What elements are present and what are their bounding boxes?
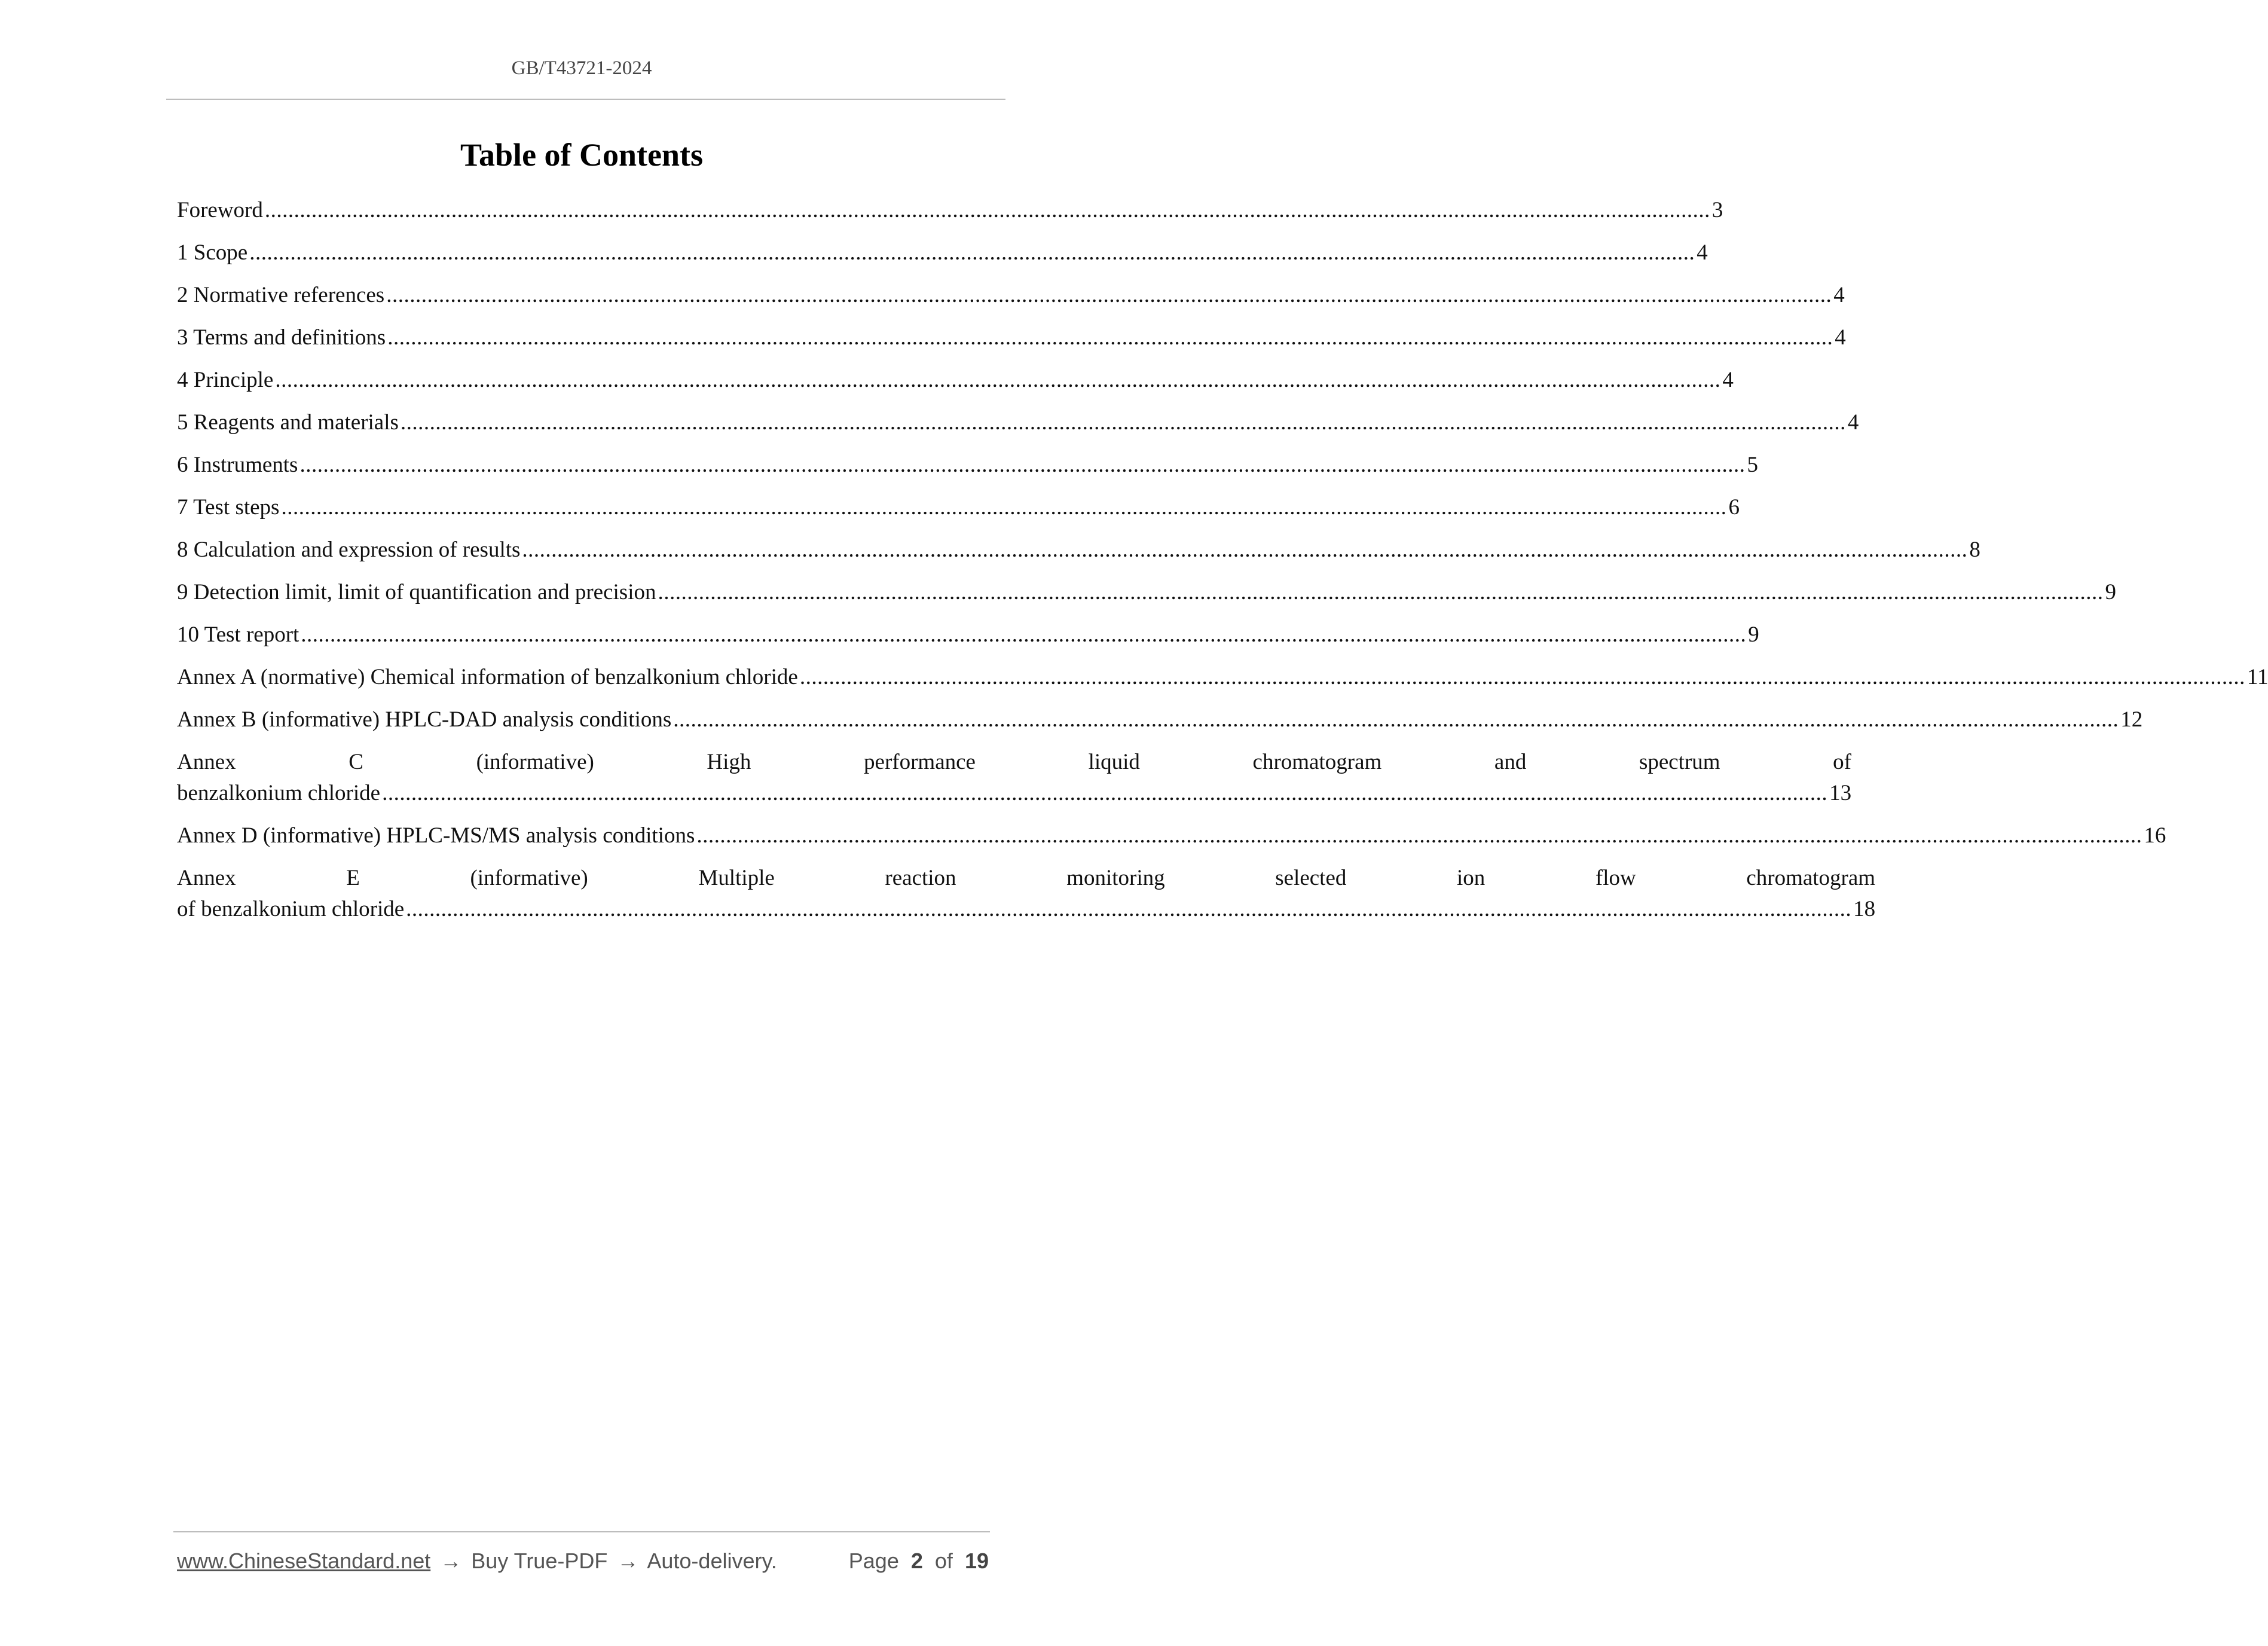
label-word: selected [1275, 866, 1347, 890]
dot-leader [406, 894, 1851, 925]
label-word: spectrum [1639, 750, 1720, 774]
toc-entry-label: Annex D (informative) HPLC-MS/MS analysis conditions [177, 823, 695, 848]
toc-entry-label: 6 Instruments [177, 453, 298, 477]
document-code-header: GB/T43721-2024 [511, 57, 652, 79]
label-word: High [707, 750, 751, 774]
toc-page-number: 4 [1697, 240, 1708, 265]
dot-leader [249, 237, 1695, 268]
label-word: and [1494, 750, 1527, 774]
dot-leader [386, 280, 1832, 311]
toc-entry-label: 10 Test report [177, 622, 299, 647]
buy-true-pdf-text: Buy True-PDF [471, 1549, 608, 1573]
toc-page-number: 16 [2144, 823, 2166, 848]
label-word: E [346, 866, 360, 890]
dot-leader [673, 704, 2119, 735]
label-word: chromatogram [1746, 866, 1876, 890]
website-link[interactable]: www.ChineseStandard.net [177, 1549, 431, 1573]
of-label: of [934, 1549, 953, 1573]
toc-page-number: 4 [1835, 325, 1846, 350]
auto-delivery-text: Auto-delivery. [647, 1549, 777, 1573]
toc-entry-label-line1 [177, 747, 1851, 778]
label-word: (informative) [476, 750, 594, 774]
toc-entry-label: Annex B (informative) HPLC-DAD analysis conditions [177, 707, 672, 732]
label-word: Annex [177, 750, 236, 774]
toc-page-number: 4 [1722, 368, 1734, 392]
toc-entry-label-line1 [177, 863, 1875, 894]
toc-entry-instruments[interactable] [177, 450, 1758, 492]
arrow-right-icon: → [440, 1549, 462, 1573]
footer-divider [173, 1531, 990, 1532]
label-word: ion [1457, 866, 1485, 890]
label-word: Annex [177, 866, 236, 890]
label-word: Multiple [698, 866, 775, 890]
toc-entry-test-report[interactable] [177, 619, 1759, 662]
dot-leader [265, 195, 1710, 226]
toc-entry-principle[interactable] [177, 365, 1734, 407]
toc-entry-annex-e[interactable] [177, 863, 1876, 936]
label-word: of [1833, 750, 1851, 774]
toc-entry-label-line2: of benzalkonium chloride [177, 897, 405, 921]
dot-leader [382, 778, 1827, 809]
toc-entry-annex-d[interactable] [177, 820, 2166, 863]
dot-leader [401, 407, 1846, 438]
toc-entry-normative-references[interactable] [177, 280, 1845, 322]
toc-page-number: 4 [1833, 283, 1845, 307]
dot-leader [387, 322, 1833, 353]
toc-entry-test-steps[interactable] [177, 492, 1740, 535]
toc-entry-label: 4 Principle [177, 368, 274, 392]
toc-page-number: 5 [1747, 453, 1758, 477]
dot-leader [301, 619, 1746, 651]
dot-leader [800, 662, 2245, 693]
toc-entry-annex-c[interactable] [177, 747, 1852, 820]
toc-page-number: 11 [2246, 665, 2268, 689]
toc-page-number: 12 [2120, 707, 2143, 732]
toc-page-number: 4 [1847, 410, 1859, 435]
footer-promo [177, 1549, 777, 1574]
dot-leader [658, 577, 2103, 608]
toc-entry-annex-a[interactable] [177, 662, 2268, 704]
label-word: chromatogram [1252, 750, 1382, 774]
toc-entry-reagents-materials[interactable] [177, 407, 1859, 450]
toc-page-number: 8 [1969, 538, 1980, 562]
label-word: flow [1595, 866, 1636, 890]
toc-entry-label: 9 Detection limit, limit of quantification and precision [177, 580, 656, 604]
toc-entry-calculation[interactable] [177, 535, 1980, 577]
toc-entry-label: 1 Scope [177, 240, 248, 265]
toc-entry-label: 5 Reagents and materials [177, 410, 399, 435]
toc-page-number: 13 [1829, 781, 1852, 805]
header-divider [166, 99, 1005, 100]
page-title: Table of Contents [460, 137, 704, 173]
toc-entry-detection-limit[interactable] [177, 577, 2116, 619]
dot-leader [281, 492, 1726, 523]
page-label: Page [848, 1549, 899, 1573]
toc-page-number: 9 [2105, 580, 2116, 604]
page-footer [177, 1549, 989, 1574]
dot-leader [299, 450, 1745, 481]
toc-entry-scope[interactable] [177, 237, 1708, 280]
toc-entry-label: 2 Normative references [177, 283, 385, 307]
label-word: (informative) [470, 866, 588, 890]
toc-page-number: 6 [1728, 495, 1740, 520]
toc-entry-label: Annex A (normative) Chemical information of benzalkonium chloride [177, 665, 798, 689]
label-word: C [349, 750, 363, 774]
table-of-contents [177, 195, 2268, 936]
total-pages-number: 19 [964, 1549, 989, 1573]
toc-page-number: 3 [1711, 198, 1723, 222]
toc-entry-annex-b[interactable] [177, 704, 2143, 747]
current-page-number: 2 [910, 1549, 923, 1573]
label-word: liquid [1088, 750, 1140, 774]
label-word: performance [864, 750, 976, 774]
label-word: monitoring [1066, 866, 1165, 890]
toc-entry-terms-definitions[interactable] [177, 322, 1846, 365]
toc-entry-label: 8 Calculation and expression of results [177, 538, 521, 562]
toc-page-number: 18 [1853, 897, 1876, 921]
dot-leader [275, 365, 1720, 396]
toc-entry-label-line2: benzalkonium chloride [177, 781, 381, 805]
dot-leader [522, 535, 1967, 566]
arrow-right-icon: → [617, 1549, 639, 1573]
dot-leader [696, 820, 2142, 851]
toc-page-number: 9 [1748, 622, 1759, 647]
toc-entry-label: 7 Test steps [177, 495, 280, 520]
toc-entry-foreword[interactable] [177, 195, 1723, 237]
toc-entry-label: Foreword [177, 198, 263, 222]
toc-entry-label: 3 Terms and definitions [177, 325, 386, 350]
label-word: reaction [885, 866, 956, 890]
page-indicator [849, 1549, 989, 1574]
